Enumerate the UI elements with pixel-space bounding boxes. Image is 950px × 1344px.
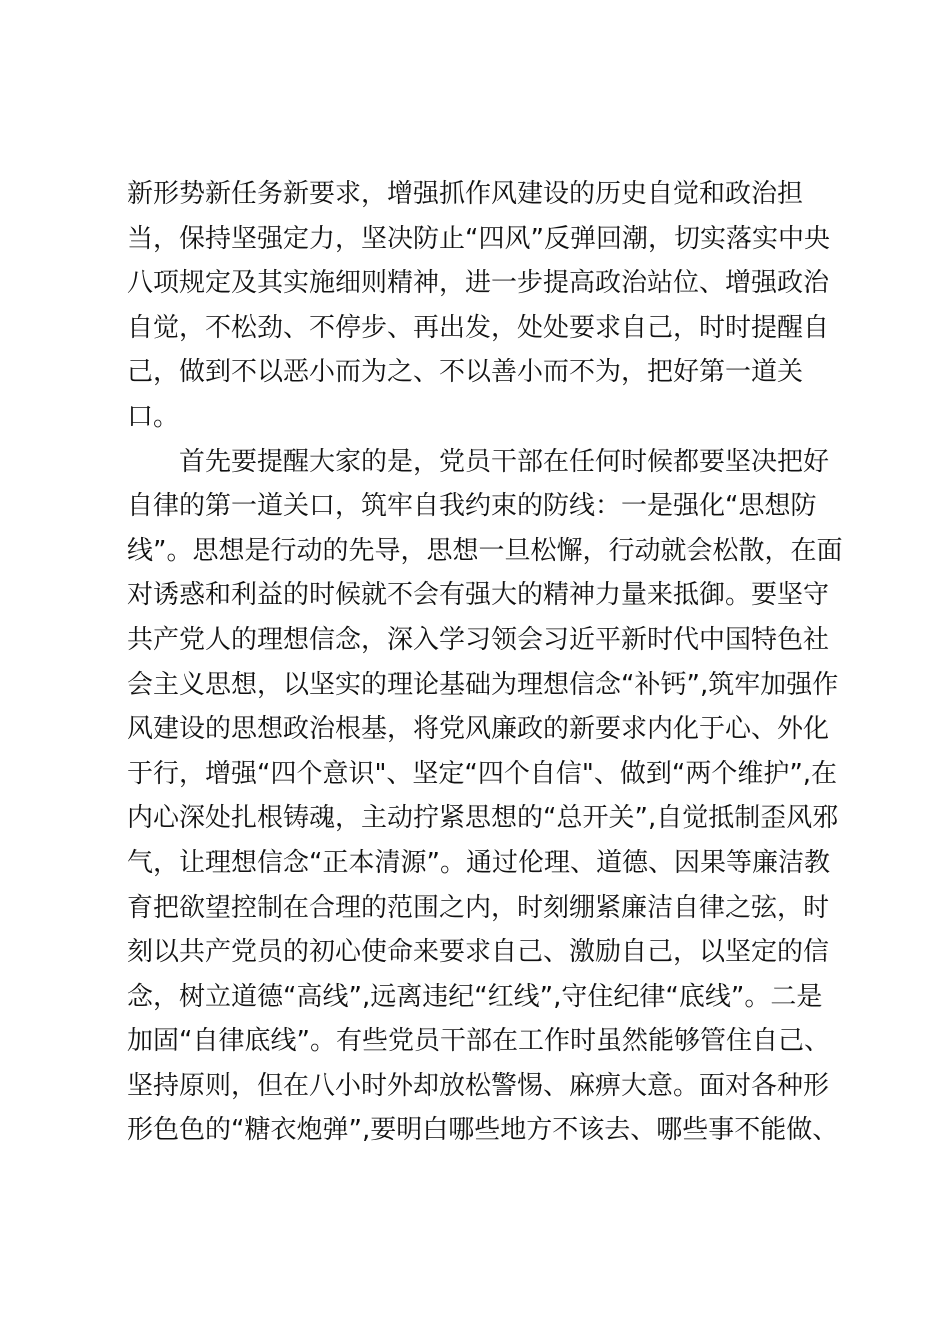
text-line: 对诱惑和利益的时候就不会有强大的精神力量来抵御。要坚守: [127, 580, 830, 611]
text-line: 念，树立道德“高线”,远离违纪“红线”,守住纪律“底线”。二是: [127, 981, 823, 1012]
text-line: 八项规定及其实施细则精神，进一步提高政治站位、增强政治: [127, 268, 830, 299]
text-line: 坚持原则，但在八小时外却放松警惕、麻痹大意。面对各种形: [127, 1070, 830, 1101]
text-line: 形色色的“糖衣炮弹”,要明白哪些地方不该去、哪些事不能做、: [127, 1115, 839, 1146]
text-line: 气，让理想信念“正本清源”。通过伦理、道德、因果等廉洁教: [127, 847, 830, 878]
text-line: 风建设的思想政治根基，将党风廉政的新要求内化于心、外化: [127, 714, 830, 745]
text-line: 刻以共产党员的初心使命来要求自己、激励自己，以坚定的信: [127, 937, 830, 968]
body-text: [127, 172, 847, 1153]
text-line: 线”。思想是行动的先导，思想一旦松懈，行动就会松散，在面: [127, 535, 843, 566]
text-line: 口。: [127, 401, 180, 432]
text-line: 当，保持坚强定力，坚决防止“四风”反弹回潮，切实落实中央: [127, 223, 830, 254]
text-line: 加固“自律底线”。有些党员干部在工作时虽然能够管住自己、: [127, 1026, 830, 1057]
text-line: 共产党人的理想信念，深入学习领会习近平新时代中国特色社: [127, 624, 830, 655]
text-line: 己，做到不以恶小而为之、不以善小而不为，把好第一道关: [127, 357, 804, 388]
text-line: 于行，增强“四个意识"、坚定“四个自信"、做到“两个维护”,在: [127, 758, 838, 789]
text-line: 会主义思想，以坚实的理论基础为理想信念“补钙”,筑牢加强作: [127, 669, 839, 700]
text-line: 内心深处扎根铸魂，主动拧紧思想的“总开关”,自觉抵制歪风邪: [127, 803, 839, 834]
text-line: 自律的第一道关口，筑牢自我约束的防线：一是强化“思想防: [127, 491, 817, 522]
paragraph-start-line: 首先要提醒大家的是，党员干部在任何时候都要坚决把好: [179, 446, 830, 477]
text-line: 自觉，不松劲、不停步、再出发，处处要求自己，时时提醒自: [127, 312, 830, 343]
text-line: 育把欲望控制在合理的范围之内，时刻绷紧廉洁自律之弦，时: [127, 892, 830, 923]
text-line: 新形势新任务新要求，增强抓作风建设的历史自觉和政治担: [127, 179, 804, 209]
